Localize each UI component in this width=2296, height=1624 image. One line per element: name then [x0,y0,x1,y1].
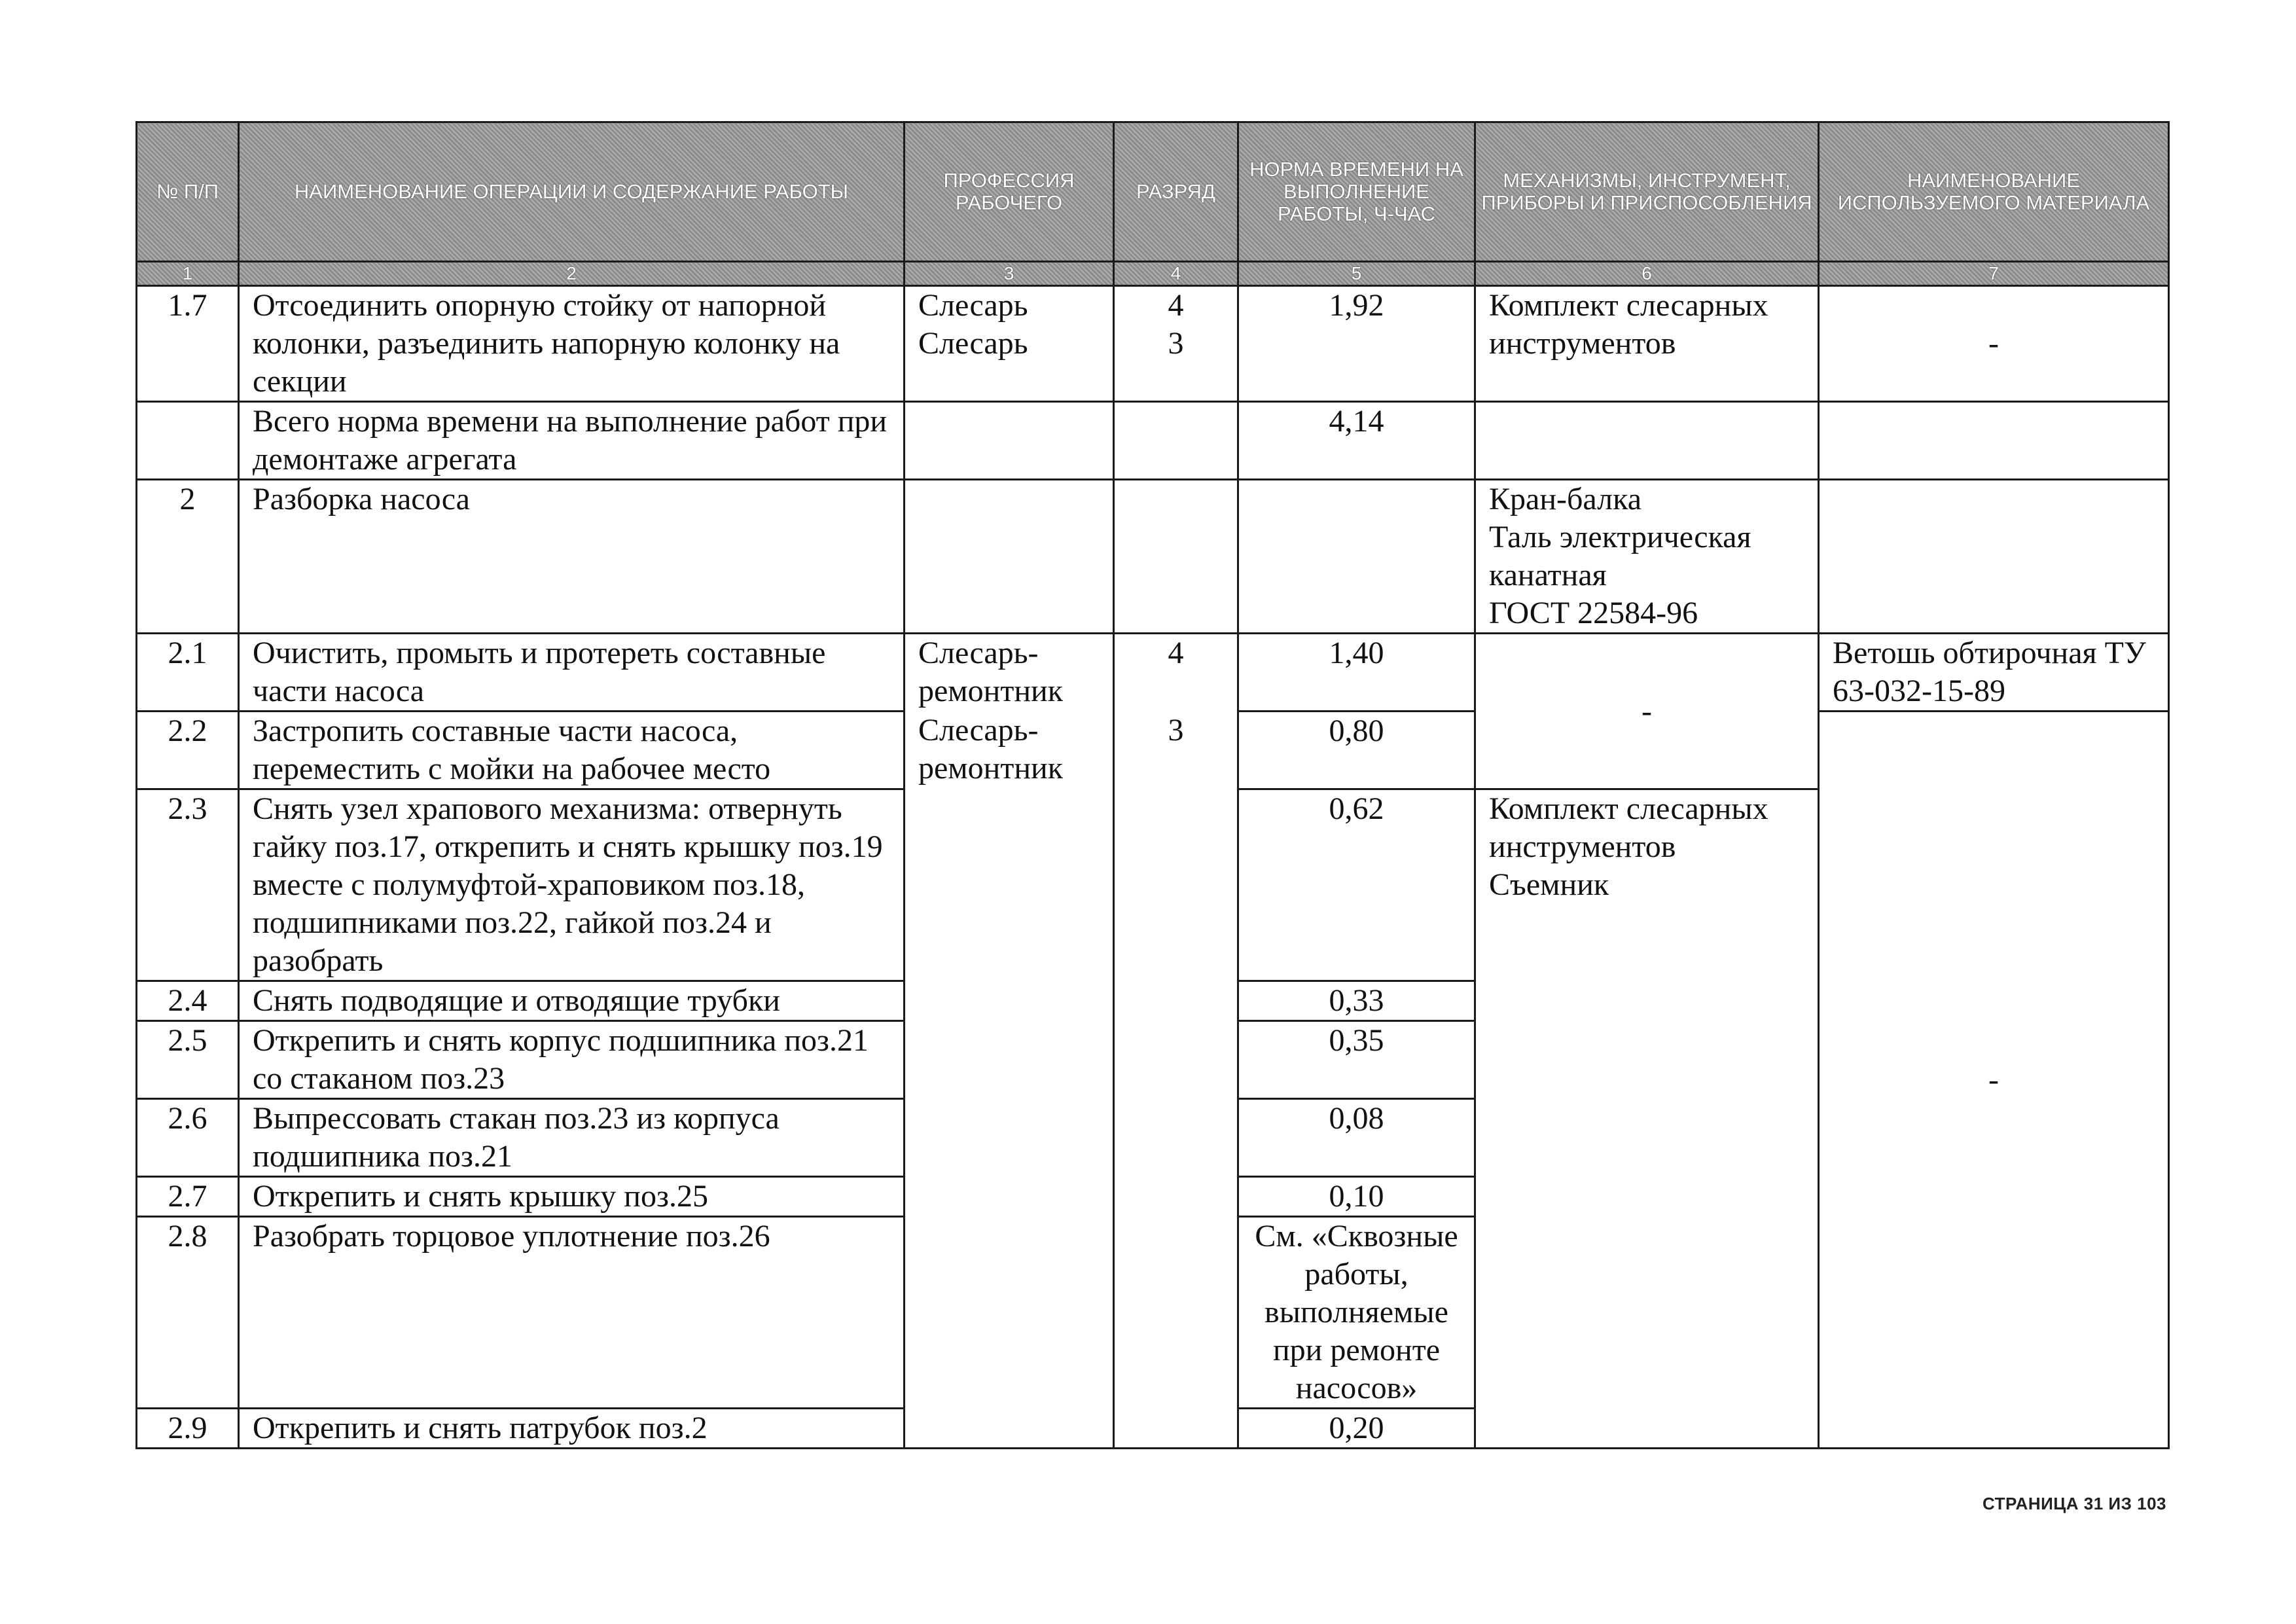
row-operation: Всего норма времени на выполнение работ при демонтаже агрегата [239,402,905,480]
row-profession: Слесарь-ремонтник [905,712,1114,1449]
row-time-norm: См. «Сквозные работы, выполняемые при ремонте насосов» [1238,1217,1475,1409]
table-row-section [137,480,2169,634]
column-number: 7 [1819,262,2169,286]
column-number: 6 [1475,262,1819,286]
column-number: 2 [239,262,905,286]
row-number: 2.4 [137,981,239,1021]
row-material: - [1819,286,2169,402]
row-time-norm: 0,08 [1238,1099,1475,1177]
row-number: 2 [137,480,239,634]
row-operation: Открепить и снять корпус подшипника поз.21 со стаканом поз.23 [239,1021,905,1099]
row-tools: Комплект слесарных инструментов Съемник [1475,789,1819,1449]
row-time-norm: 4,14 [1238,402,1475,480]
row-operation: Очистить, промыть и протереть составные части насоса [239,634,905,712]
row-grade: 3 [1114,712,1238,1449]
row-number: 2.2 [137,712,239,789]
row-material: Ветошь обтирочная ТУ 63-032-15-89 [1819,634,2169,712]
row-time-norm: 0,10 [1238,1177,1475,1217]
row-tools: - [1475,634,1819,789]
header-number: № П/П [137,122,239,262]
row-time-norm: 1,92 [1238,286,1475,402]
column-number: 3 [905,262,1114,286]
row-time-norm: 1,40 [1238,634,1475,712]
row-operation: Снять узел храпового механизма: отвернуть гайку поз.17, открепить и снять крышку поз.19 вместе с полумуфтой-храповиком поз.18, подшипниками поз.22, гайкой поз.24 и разобрать [239,789,905,981]
row-number [137,402,239,480]
row-number: 1.7 [137,286,239,402]
header-tools: МЕХАНИЗМЫ, ИНСТРУМЕНТ, ПРИБОРЫ И ПРИСПОСОБЛЕНИЯ [1475,122,1819,262]
row-grade [1114,402,1238,480]
row-operation: Открепить и снять крышку поз.25 [239,1177,905,1217]
row-operation: Отсоединить опорную стойку от напорной колонки, разъединить напорную колонку на секции [239,286,905,402]
row-number: 2.3 [137,789,239,981]
row-operation: Застропить составные части насоса, переместить с мойки на рабочее место [239,712,905,789]
table-row-total [137,402,2169,480]
row-number: 2.5 [137,1021,239,1099]
row-grade: 4 [1114,634,1238,712]
row-time-norm: 0,33 [1238,981,1475,1021]
column-number-row [137,262,2169,286]
row-number: 2.6 [137,1099,239,1177]
row-profession [905,402,1114,480]
table-row [137,712,2169,789]
row-profession: Слесарь Слесарь [905,286,1114,402]
operations-table [135,121,2170,1449]
row-material [1819,402,2169,480]
row-material: - [1819,712,2169,1449]
table-row [137,634,2169,712]
column-number: 5 [1238,262,1475,286]
row-operation: Выпрессовать стакан поз.23 из корпуса подшипника поз.21 [239,1099,905,1177]
row-profession: Слесарь-ремонтник [905,634,1114,712]
header-grade: РАЗРЯД [1114,122,1238,262]
row-grade: 4 3 [1114,286,1238,402]
header-time-norm: НОРМА ВРЕМЕНИ НА ВЫПОЛНЕНИЕ РАБОТЫ, Ч-ЧАС [1238,122,1475,262]
header-profession: ПРОФЕССИЯ РАБОЧЕГО [905,122,1114,262]
row-time-norm: 0,80 [1238,712,1475,789]
row-operation: Снять подводящие и отводящие трубки [239,981,905,1021]
header-material: НАИМЕНОВАНИЕ ИСПОЛЬЗУЕМОГО МАТЕРИАЛА [1819,122,2169,262]
table-row [137,286,2169,402]
row-operation: Разобрать торцовое уплотнение поз.26 [239,1217,905,1409]
column-number: 4 [1114,262,1238,286]
row-tools: Кран-балка Таль электрическая канатная ГОСТ 22584-96 [1475,480,1819,634]
row-number: 2.9 [137,1409,239,1449]
row-time-norm: 0,20 [1238,1409,1475,1449]
row-tools: Комплект слесарных инструментов [1475,286,1819,402]
table-header-row [137,122,2169,262]
row-time-norm [1238,480,1475,634]
header-operation: НАИМЕНОВАНИЕ ОПЕРАЦИИ И СОДЕРЖАНИЕ РАБОТЫ [239,122,905,262]
row-profession [905,480,1114,634]
row-grade [1114,480,1238,634]
column-number: 1 [137,262,239,286]
row-number: 2.8 [137,1217,239,1409]
row-material [1819,480,2169,634]
row-time-norm: 0,62 [1238,789,1475,981]
page-number: СТРАНИЦА 31 ИЗ 103 [1982,1494,2166,1513]
row-tools [1475,402,1819,480]
row-time-norm: 0,35 [1238,1021,1475,1099]
row-operation: Разборка насоса [239,480,905,634]
row-number: 2.1 [137,634,239,712]
row-operation: Открепить и снять патрубок поз.2 [239,1409,905,1449]
row-number: 2.7 [137,1177,239,1217]
